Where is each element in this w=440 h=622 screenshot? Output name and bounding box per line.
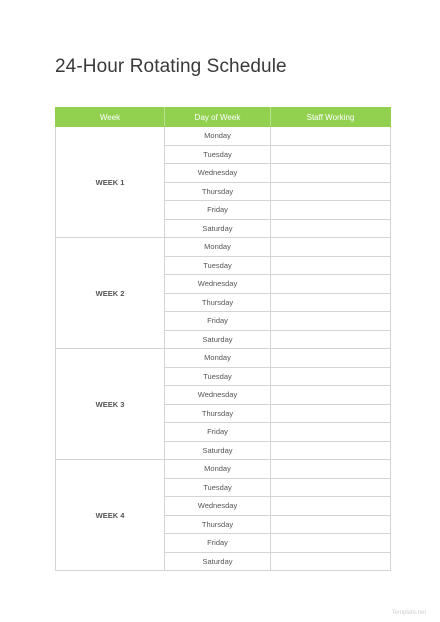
staff-working-cell[interactable] (271, 423, 391, 442)
day-cell: Thursday (165, 515, 271, 534)
week-label: WEEK 2 (56, 238, 165, 349)
week-label: WEEK 4 (56, 460, 165, 571)
day-cell: Monday (165, 238, 271, 257)
page-title: 24-Hour Rotating Schedule (55, 56, 287, 77)
day-cell: Monday (165, 127, 271, 146)
staff-working-cell[interactable] (271, 293, 391, 312)
table-row (56, 460, 391, 479)
staff-working-cell[interactable] (271, 238, 391, 257)
staff-working-cell[interactable] (271, 534, 391, 553)
day-cell: Wednesday (165, 497, 271, 516)
header-day-of-week: Day of Week (165, 108, 271, 127)
table-row (56, 127, 391, 146)
schedule-body (56, 127, 391, 571)
day-cell: Friday (165, 423, 271, 442)
day-cell: Tuesday (165, 367, 271, 386)
day-cell: Thursday (165, 182, 271, 201)
header-staff-working: Staff Working (271, 108, 391, 127)
staff-working-cell[interactable] (271, 349, 391, 368)
day-cell: Monday (165, 349, 271, 368)
staff-working-cell[interactable] (271, 219, 391, 238)
day-cell: Wednesday (165, 275, 271, 294)
day-cell: Tuesday (165, 145, 271, 164)
schedule-table (55, 107, 391, 571)
staff-working-cell[interactable] (271, 182, 391, 201)
staff-working-cell[interactable] (271, 201, 391, 220)
week-label: WEEK 1 (56, 127, 165, 238)
table-header-row (56, 108, 391, 127)
staff-working-cell[interactable] (271, 460, 391, 479)
header-week: Week (56, 108, 165, 127)
day-cell: Monday (165, 460, 271, 479)
staff-working-cell[interactable] (271, 164, 391, 183)
staff-working-cell[interactable] (271, 515, 391, 534)
staff-working-cell[interactable] (271, 275, 391, 294)
staff-working-cell[interactable] (271, 497, 391, 516)
table-row (56, 238, 391, 257)
day-cell: Saturday (165, 441, 271, 460)
staff-working-cell[interactable] (271, 386, 391, 405)
week-label: WEEK 3 (56, 349, 165, 460)
staff-working-cell[interactable] (271, 478, 391, 497)
day-cell: Saturday (165, 219, 271, 238)
day-cell: Tuesday (165, 478, 271, 497)
staff-working-cell[interactable] (271, 367, 391, 386)
day-cell: Friday (165, 312, 271, 331)
day-cell: Thursday (165, 293, 271, 312)
day-cell: Wednesday (165, 386, 271, 405)
day-cell: Friday (165, 534, 271, 553)
table-row (56, 349, 391, 368)
staff-working-cell[interactable] (271, 330, 391, 349)
staff-working-cell[interactable] (271, 256, 391, 275)
day-cell: Thursday (165, 404, 271, 423)
staff-working-cell[interactable] (271, 145, 391, 164)
staff-working-cell[interactable] (271, 127, 391, 146)
staff-working-cell[interactable] (271, 404, 391, 423)
day-cell: Saturday (165, 330, 271, 349)
watermark: Template.net (391, 610, 426, 616)
day-cell: Friday (165, 201, 271, 220)
staff-working-cell[interactable] (271, 441, 391, 460)
day-cell: Wednesday (165, 164, 271, 183)
staff-working-cell[interactable] (271, 552, 391, 571)
staff-working-cell[interactable] (271, 312, 391, 331)
day-cell: Saturday (165, 552, 271, 571)
day-cell: Tuesday (165, 256, 271, 275)
